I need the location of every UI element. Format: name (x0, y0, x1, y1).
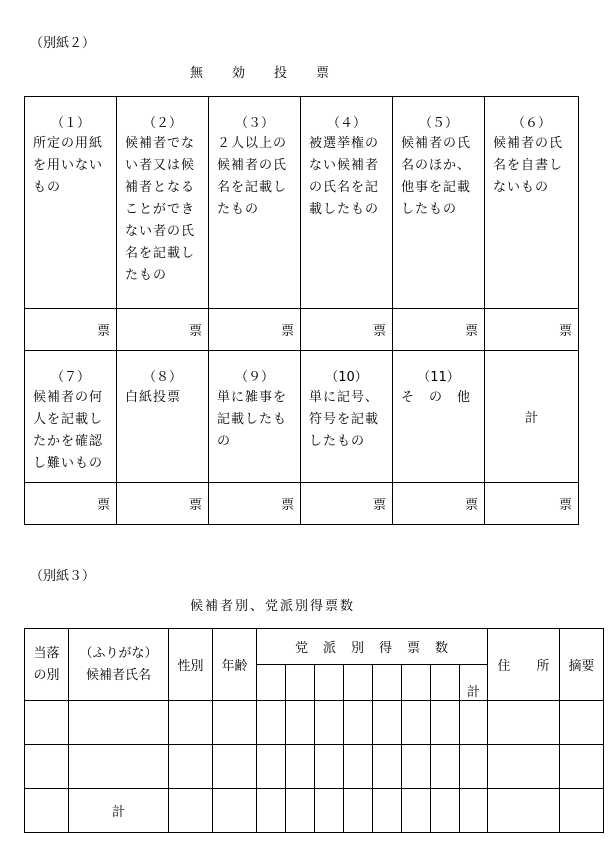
category-number: （９） (234, 370, 274, 385)
invalid-votes-table (24, 96, 579, 525)
result-header (25, 629, 69, 701)
category-cell (117, 97, 209, 309)
age-header: 年齢 (213, 629, 257, 701)
address-header: 住 所 (488, 629, 560, 701)
category-description: 所定の用紙を用いないもの (33, 136, 104, 195)
category-cell (209, 351, 301, 483)
total-row (25, 789, 604, 833)
vote-count-cell: 票 (117, 309, 209, 351)
category-description: 単に記号、符号を記載したもの (309, 390, 380, 449)
category-number: （６） (511, 116, 551, 131)
vote-count-cell: 票 (117, 483, 209, 525)
party-total-header: 計 (460, 665, 488, 701)
furigana-label: （ふりがな） (79, 645, 158, 661)
result-header-line2: の別 (33, 667, 60, 683)
party-column-cell (286, 665, 315, 701)
category-cell (25, 351, 117, 483)
table-row (25, 745, 604, 789)
category-description: 単に雑事を記載したもの (217, 390, 288, 449)
party-column-cell (344, 665, 373, 701)
category-number: （10） (325, 370, 368, 385)
vote-count-cell: 票 (301, 309, 393, 351)
category-number: （２） (142, 116, 182, 131)
sheet2-label: （別紙２） (30, 36, 96, 51)
vote-count-cell: 票 (393, 309, 485, 351)
vote-count-cell: 票 (301, 483, 393, 525)
category-description: 候補者でない者又は候補者となることができない者の氏名を記載したもの (125, 136, 196, 283)
category-number: （11） (417, 370, 460, 385)
table-row (25, 701, 604, 745)
category-cell (485, 97, 579, 309)
category-number: （４） (326, 116, 366, 131)
vote-count-cell: 票 (485, 309, 579, 351)
total-label: 計 (69, 789, 169, 833)
category-number: （３） (234, 116, 274, 131)
category-description: そ の 他 (401, 390, 472, 405)
candidate-votes-table (24, 628, 604, 833)
category-description: ２人以上の候補者の氏名を記載したもの (217, 136, 288, 217)
candidate-name-header (69, 629, 169, 701)
category-cell (25, 97, 117, 309)
category-number: （７） (50, 370, 90, 385)
vote-count-cell: 票 (209, 309, 301, 351)
party-column-cell (373, 665, 402, 701)
category-description: 被選挙権のない候補者の氏名を記載したもの (309, 136, 380, 217)
sheet3-label: （別紙３） (30, 569, 96, 584)
category-cell (301, 351, 393, 483)
category-description: 候補者の氏名のほか、他事を記載したもの (401, 136, 472, 217)
category-description: 候補者の氏名を自書しないもの (493, 136, 564, 195)
category-description: 白紙投票 (125, 390, 182, 405)
category-cell (117, 351, 209, 483)
category-cell (393, 351, 485, 483)
vote-count-cell: 票 (393, 483, 485, 525)
vote-count-cell: 票 (485, 483, 579, 525)
party-column-cell (402, 665, 431, 701)
category-number: （５） (418, 116, 458, 131)
sheet2-title: 無 効 投 票 (190, 66, 331, 81)
sheet3-title: 候補者別、党派別得票数 (190, 599, 356, 614)
candidate-name-label: 候補者氏名 (85, 667, 151, 683)
vote-count-cell: 票 (209, 483, 301, 525)
category-cell (301, 97, 393, 309)
result-header-line1: 当落 (33, 645, 60, 661)
gender-header: 性別 (169, 629, 213, 701)
party-column-cell (315, 665, 344, 701)
party-column-cell (431, 665, 460, 701)
category-number: （１） (50, 116, 90, 131)
category-description: 候補者の何人を記載したかを確認し難いもの (33, 390, 104, 471)
vote-count-cell: 票 (25, 309, 117, 351)
total-label-cell: 計 (485, 351, 579, 483)
vote-count-cell: 票 (25, 483, 117, 525)
party-votes-header: 党 派 別 得 票 数 (257, 629, 488, 665)
category-cell (393, 97, 485, 309)
category-cell (209, 97, 301, 309)
remarks-header: 摘要 (560, 629, 604, 701)
category-number: （８） (142, 370, 182, 385)
party-column-cell (257, 665, 286, 701)
